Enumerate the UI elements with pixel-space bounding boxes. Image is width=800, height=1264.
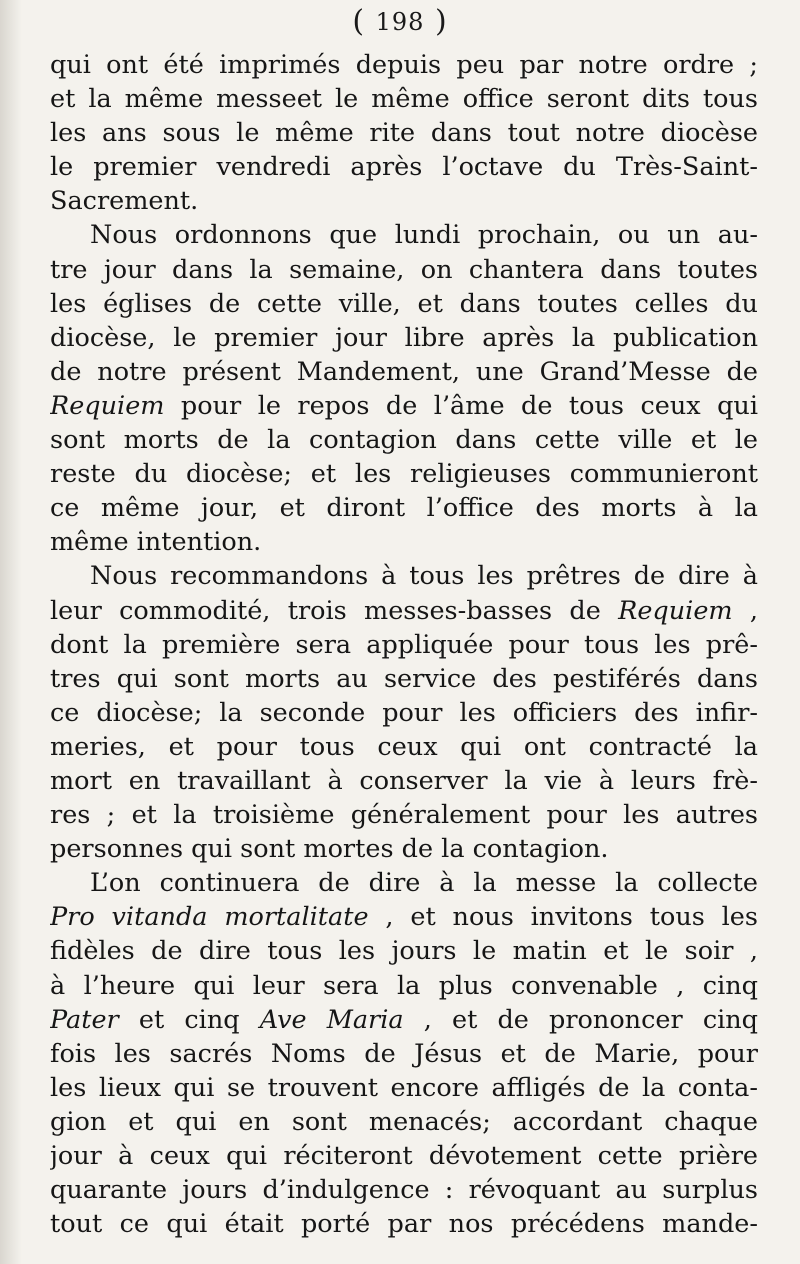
text-line: à l’heure qui leur sera la plus convenable , cinq bbox=[50, 970, 758, 1001]
text-line: de notre présent Mandement, une Grand’Messe de bbox=[50, 356, 758, 387]
text-line: Pater et cinq Ave Maria , et de prononcer cinq bbox=[50, 1004, 758, 1035]
page-number bbox=[0, 2, 800, 42]
text-line: les ans sous le même rite dans tout notre diocèse bbox=[50, 118, 758, 149]
text-line: reste du diocèse; et les religieuses communieront bbox=[50, 459, 758, 490]
text-line: les lieux qui se trouvent encore affligés de la conta- bbox=[50, 1072, 758, 1103]
body-text bbox=[50, 48, 758, 1241]
text-line: tout ce qui était porté par nos précédens mande- bbox=[50, 1209, 758, 1240]
text-line: gion et qui en sont menacés; accordant chaque bbox=[50, 1106, 758, 1137]
italic-term: Requiem bbox=[50, 390, 165, 421]
text-line: tres qui sont morts au service des pestiférés dans bbox=[50, 663, 758, 694]
paragraph-start-line: Nous ordonnons que lundi prochain, ou un au- bbox=[90, 220, 758, 251]
text-line: fois les sacrés Noms de Jésus et de Marie, pour bbox=[50, 1038, 758, 1069]
folio-left-paren: ( bbox=[352, 4, 366, 39]
italic-term: Ave Maria bbox=[259, 1004, 404, 1035]
italic-term: Requiem bbox=[618, 595, 733, 626]
binding-shadow bbox=[0, 0, 22, 1264]
text-line: quarante jours d’indulgence : révoquant au surplus bbox=[50, 1175, 758, 1206]
text-line: personnes qui sont mortes de la contagion. bbox=[50, 834, 609, 865]
text-line: ce diocèse; la seconde pour les officiers des infir- bbox=[50, 697, 758, 728]
text-line: Pro vitanda mortalitate , et nous invitons tous les bbox=[50, 902, 758, 933]
text-line: mort en travaillant à conserver la vie à leurs frè- bbox=[50, 765, 758, 796]
text-line: res ; et la troisième généralement pour les autres bbox=[50, 800, 758, 831]
text-line: qui ont été imprimés depuis peu par notre ordre ; bbox=[50, 50, 758, 80]
text-line: les églises de cette ville, et dans toutes celles du bbox=[50, 288, 758, 319]
text-line: jour à ceux qui réciteront dévotement cette prière bbox=[50, 1141, 758, 1171]
text-line: sont morts de la contagion dans cette ville et le bbox=[50, 425, 758, 456]
paragraph-start-line: L’on continuera de dire à la messe la collecte bbox=[90, 868, 758, 899]
text-line: et la même messeet le même office seront dits tous bbox=[50, 84, 758, 115]
text-line: tre jour dans la semaine, on chantera dans toutes bbox=[50, 254, 758, 285]
text-line: leur commodité, trois messes-basses de Requiem , bbox=[50, 595, 758, 626]
text-line: ce même jour, et diront l’office des morts à la bbox=[50, 493, 758, 524]
text-line: Requiem pour le repos de l’âme de tous ceux qui bbox=[50, 390, 758, 421]
italic-term: Pro vitanda mortalitate bbox=[50, 902, 369, 933]
text-line: le premier vendredi après l’octave du Très-Saint- bbox=[50, 152, 758, 183]
text-line: diocèse, le premier jour libre après la publication bbox=[50, 322, 758, 353]
folio-right-paren: ) bbox=[434, 4, 448, 39]
text-line: dont la première sera appliquée pour tous les prê- bbox=[50, 629, 758, 660]
text-line: meries, et pour tous ceux qui ont contracté la bbox=[50, 731, 758, 762]
paragraph-start-line: Nous recommandons à tous les prêtres de dire à bbox=[90, 561, 758, 592]
text-line: Sacrement. bbox=[50, 186, 199, 217]
folio-number: 198 bbox=[375, 8, 425, 36]
text-line: même intention. bbox=[50, 527, 262, 558]
italic-term: Pater bbox=[50, 1004, 119, 1035]
text-line: fidèles de dire tous les jours le matin et le soir , bbox=[50, 936, 758, 967]
